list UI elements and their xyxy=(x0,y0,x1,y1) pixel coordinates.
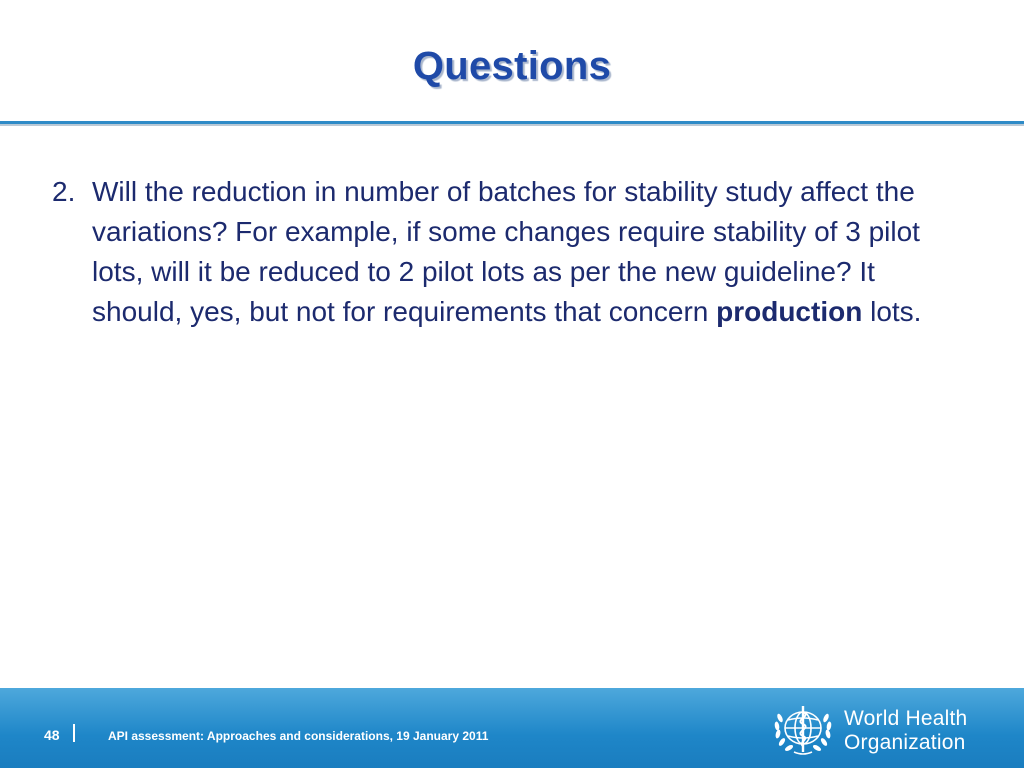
page-number: 48 xyxy=(44,727,60,743)
organization-name-line1: World Health xyxy=(844,707,968,730)
page-separator xyxy=(73,724,75,742)
footer-caption: API assessment: Approaches and considerations, 19 January 2011 xyxy=(108,729,489,743)
title-divider-shadow xyxy=(0,124,1024,126)
organization-name-line2: Organization xyxy=(844,731,966,754)
slide-title: Questions xyxy=(412,44,612,88)
item-number: 2. xyxy=(52,176,76,207)
organization-name xyxy=(844,707,967,755)
question-text-end: lots. xyxy=(862,296,922,327)
slide-body xyxy=(52,172,972,332)
footer-bar xyxy=(0,688,1024,768)
question-item xyxy=(52,172,972,332)
emphasis-production: production xyxy=(716,296,863,327)
question-text: Will the reduction in number of batches for stability study affect the variations? For example, if some changes require stability of 3 pilot lots, will it be reduced to 2 pilot lots as per the new guideline? It should, yes, but not for requirements that concern xyxy=(92,176,920,327)
who-emblem-icon xyxy=(768,700,838,760)
